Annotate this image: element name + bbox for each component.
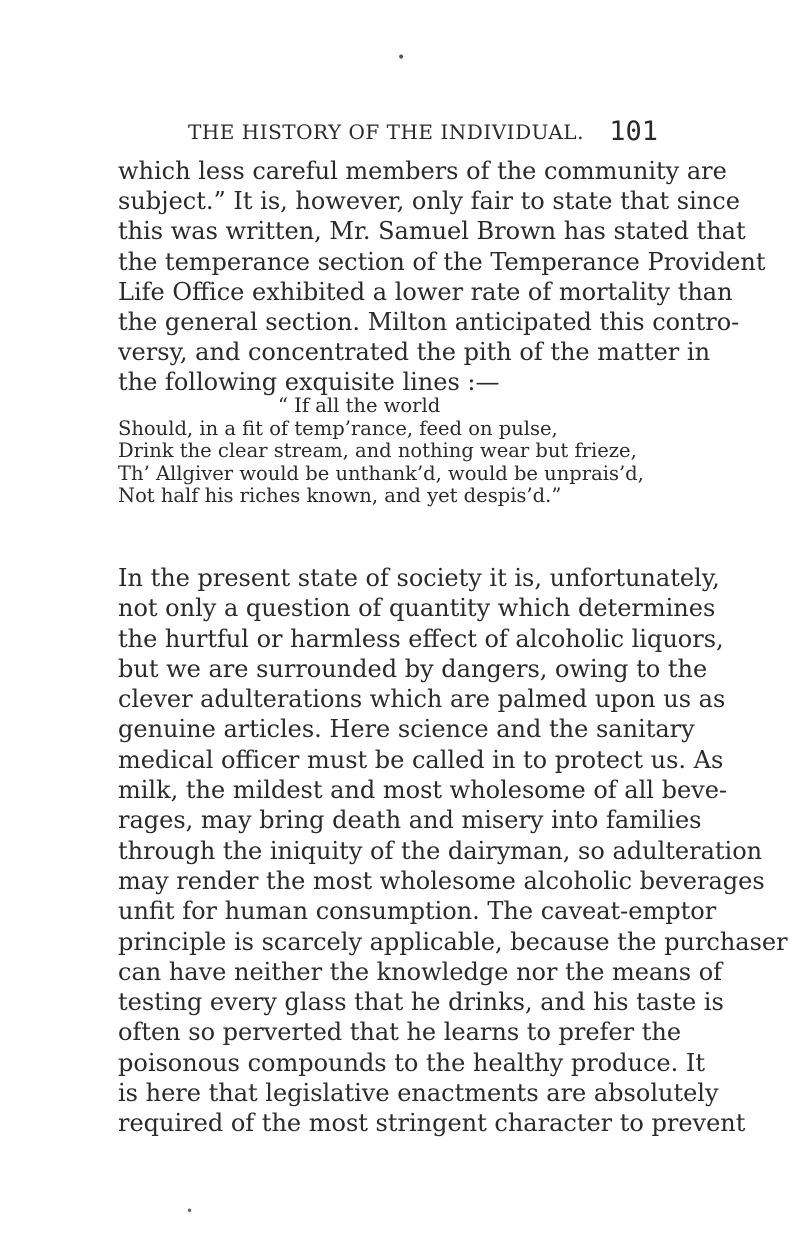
page-number: 101 bbox=[609, 116, 658, 147]
text-line: the general section. Milton anticipated this contro- bbox=[118, 308, 740, 337]
text-line: rages, may bring death and misery into families bbox=[118, 806, 702, 835]
text-line: the hurtful or harmless effect of alcoholic liquors, bbox=[118, 624, 724, 653]
text-line: but we are surrounded by dangers, owing to the bbox=[118, 654, 708, 683]
text-line: which less careful members of the community are bbox=[118, 157, 727, 185]
page-header bbox=[160, 116, 660, 150]
verse-line: Should, in a fit of temp’rance, feed on pulse, bbox=[118, 416, 558, 440]
text-line: may render the most wholesome alcoholic beverages bbox=[118, 866, 765, 895]
text-line: can have neither the knowledge nor the means of bbox=[118, 957, 723, 986]
verse-line: “ If all the world bbox=[278, 394, 441, 417]
text-line: versy, and concentrated the pith of the matter in bbox=[118, 338, 711, 367]
bottom-mark: • bbox=[186, 1204, 194, 1218]
text-line: In the present state of society it is, unfortunately, bbox=[118, 564, 720, 592]
text-line: the temperance section of the Temperance Provident bbox=[118, 247, 766, 276]
verse-line: Th’ Allgiver would be unthank’d, would be unprais’d, bbox=[118, 461, 644, 485]
text-line: unfit for human consumption. The caveat-emptor bbox=[118, 897, 717, 926]
text-line: the following exquisite lines :— bbox=[118, 368, 500, 397]
text-line: not only a question of quantity which determines bbox=[118, 594, 716, 623]
text-line: testing every glass that he drinks, and his taste is bbox=[118, 988, 724, 1017]
text-line: this was written, Mr. Samuel Brown has stated that bbox=[118, 217, 746, 246]
text-line: subject.” It is, however, only fair to state that since bbox=[118, 187, 740, 216]
verse-line: Not half his riches known, and yet despis’d.” bbox=[118, 484, 562, 507]
text-line: medical officer must be called in to protect us. As bbox=[118, 745, 724, 774]
text-line: required of the most stringent character to prevent bbox=[118, 1109, 746, 1138]
text-line: is here that legislative enactments are absolutely bbox=[118, 1079, 719, 1108]
paragraph-1 bbox=[118, 156, 766, 398]
paragraph-2 bbox=[118, 563, 788, 1139]
text-line: often so perverted that he learns to prefer the bbox=[118, 1018, 682, 1047]
text-line: genuine articles. Here science and the sanitary bbox=[118, 715, 695, 744]
text-line: principle is scarcely applicable, because the purchaser bbox=[118, 927, 788, 956]
text-line: poisonous compounds to the healthy produce. It bbox=[118, 1048, 705, 1077]
text-line: clever adulterations which are palmed upon us as bbox=[118, 685, 726, 714]
text-line: through the iniquity of the dairyman, so adulteration bbox=[118, 836, 763, 865]
text-line: Life Office exhibited a lower rate of mortality than bbox=[118, 277, 733, 306]
verse-line: Drink the clear stream, and nothing wear but frieze, bbox=[118, 439, 637, 462]
verse-quotation bbox=[118, 395, 658, 508]
running-head: THE HISTORY OF THE INDIVIDUAL. bbox=[188, 120, 584, 144]
text-line: milk, the mildest and most wholesome of all beve- bbox=[118, 776, 728, 805]
top-mark: • bbox=[397, 50, 406, 66]
